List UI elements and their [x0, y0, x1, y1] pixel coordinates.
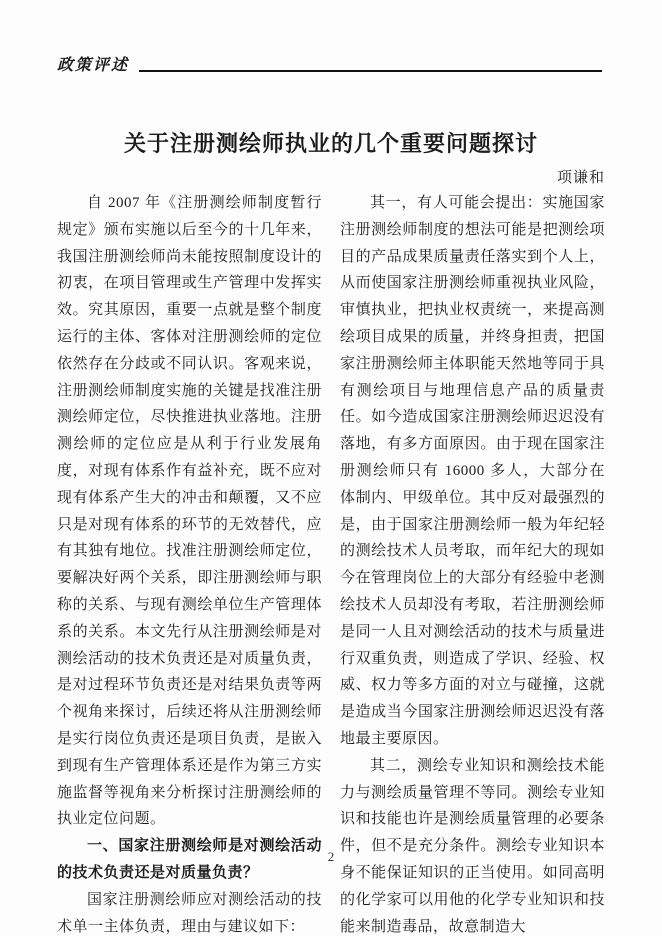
running-head-rule — [139, 70, 602, 72]
paragraph-section-lead: 国家注册测绘师应对测绘活动的技术单一主体负责，理由与建议如下： — [57, 891, 322, 935]
paragraph-point-two: 其二，测绘专业知识和测绘技术能力与测绘质量管理不等同。测绘专业知识和技能也许是测绘质量管理的必要条件，但不是充分条件。测绘专业知识本身不能保证知识的正当使用。如同高明的化学家可以用他的化学专业知识和技能来制造毒品，故意制造大 — [340, 757, 605, 935]
running-head — [57, 52, 602, 75]
left-column — [57, 190, 322, 936]
author-name: 项谦和 — [556, 170, 605, 186]
paragraph-point-one: 其一，有人可能会提出：实施国家注册测绘师制度的想法可能是把测绘项目的产品成果质量责任落实到个人上，从而使国家注册测绘师重视执业风险，审慎执业，把执业权责统一，来提高测绘项目成果的质量，并终身担责，把国家注册测绘师主体职能天然地等同于具有测绘项目与地理信息产品的质量责任。如今造成国家注册测绘师迟迟没有落地，有多方面原因。由于现在国家注册测绘师只有 16000 多人，大部分在体制内、甲级单位。其中反对最强烈的是，由于国家注册测绘师一般为年纪轻的测绘技术人员考取，而年纪大的现如今在管理岗位上的大部分有经验中老测绘技术人员却没有考取，若注册测绘师是同一人且对测绘活动的技术与质量进行双重负责，则造成了学识、经验、权威、权力等多方面的对立与碰撞，这就是造成当今国家注册测绘师迟迟没有落地最主要原因。 — [340, 195, 605, 747]
section-heading-1: 一、国家注册测绘师是对测绘活动的技术负责还是对质量负责？ — [57, 837, 322, 881]
running-head-label: 政策评述 — [57, 57, 130, 74]
page-title: 关于注册测绘师执业的几个重要问题探讨 — [123, 131, 538, 156]
paragraph-intro: 自 2007 年《注册测绘师制度暂行规定》颁布实施以后至今的十几年来，我国注册测绘师尚未能按照制度设计的初衷，在项目管理或生产管理中发挥实效。究其原因，重要一点就是整个制度运行的主体、客体对注册测绘师的定位依然存在分歧或不同认识。客观来说，注册测绘师制度实施的关键是找准注册测绘师定位，尽快推进执业落地。注册测绘师的定位应是从利于行业发展角度，对现有体系作有益补充，既不应对现有体系产生大的冲击和颠覆，又不应只是对现有体系的环节的无效替代，应有其独有地位。找准注册测绘师定位，要解决好两个关系，即注册测绘师与职称的关系、与现有测绘单位生产管理体系的关系。本文先行从注册测绘师是对测绘活动的技术负责还是对质量负责，是对过程环节负责还是对结果负责等两个视角来探讨，后续还将从注册测绘师是实行岗位负责还是项目负责，是嵌入到现有生产管理体系还是作为第三方实施监督等视角来分析探讨注册测绘师的执业定位问题。 — [57, 195, 322, 828]
body-columns — [57, 190, 605, 936]
right-column — [340, 190, 605, 936]
page-number: 2 — [327, 849, 335, 864]
